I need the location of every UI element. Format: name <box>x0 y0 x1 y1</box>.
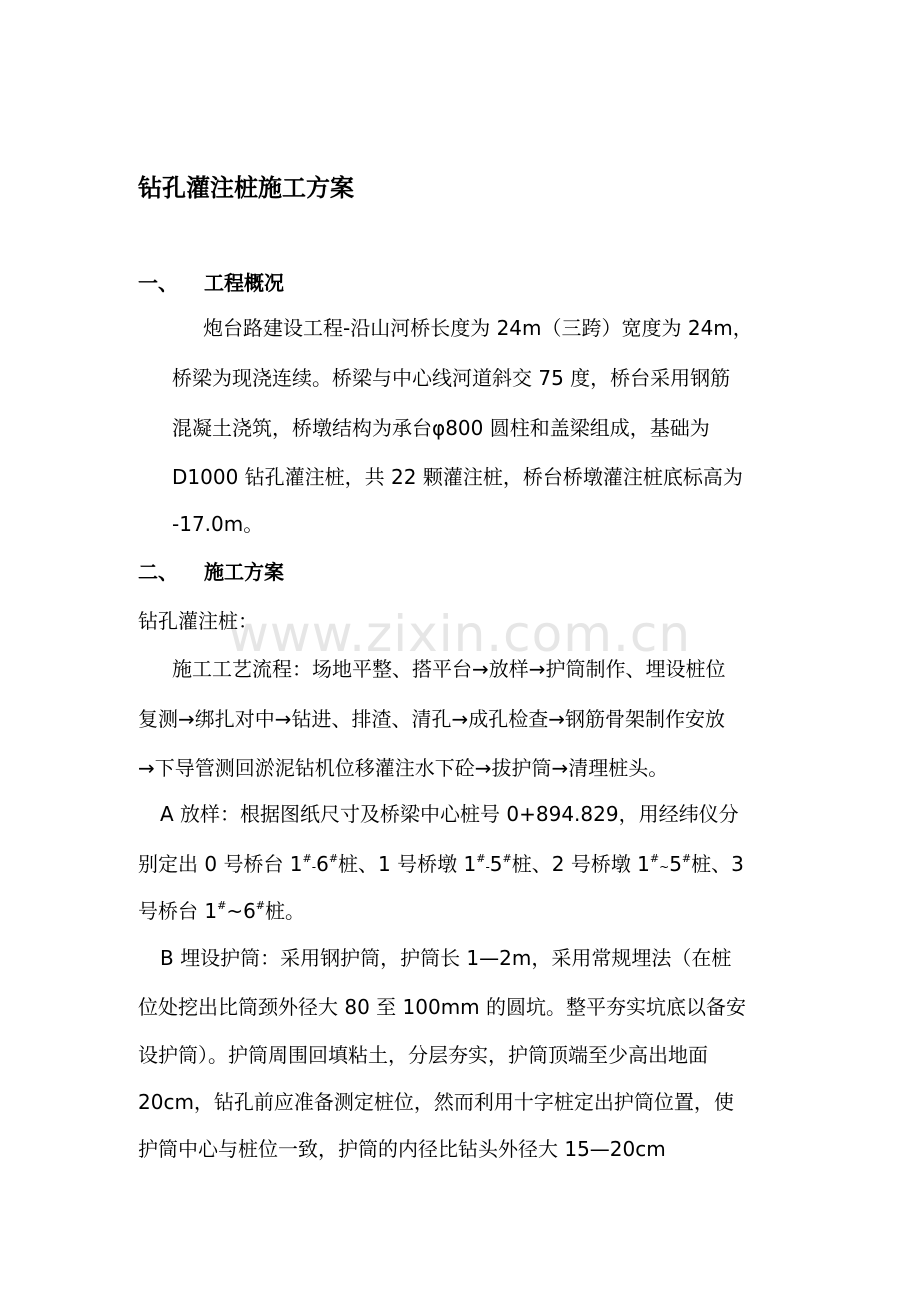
process-line: 施工工艺流程：场地平整、搭平台→放样→护筒制作、埋设桩位 <box>172 657 726 681</box>
text-run: ~ <box>659 860 670 874</box>
item-b-line: 位处挖出比筒颈外径大 80 至 100mm 的圆坑。整平夯实坑底以备安 <box>138 995 747 1019</box>
superscript: # <box>217 899 227 912</box>
text-run: - <box>485 860 490 874</box>
item-b-line: 设护筒）。护筒周围回填粘土，分层夯实，护筒顶端至少高出地面 <box>138 1043 708 1067</box>
section-1-title: 工程概况 <box>204 271 284 295</box>
text-run: 别定出 0 号桥台 1 <box>138 852 303 876</box>
text-run: 号桥台 1 <box>138 899 218 923</box>
document-title: 钻孔灌注桩施工方案 <box>138 174 354 202</box>
watermark: www.zixin.com.cn <box>228 605 692 663</box>
paragraph-line: 混凝土浇筑，桥墩结构为承台φ800 圆柱和盖梁组成，基础为 <box>172 416 710 440</box>
item-b-line: 20cm，钻孔前应准备测定桩位，然而利用十字桩定出护筒位置，使 <box>138 1090 734 1114</box>
paragraph-line: -17.0m。 <box>172 512 264 536</box>
paragraph-line: 炮台路建设工程-沿山河桥长度为 24m（三跨）宽度为 24m， <box>203 316 753 340</box>
superscript: # <box>476 852 486 865</box>
item-b-line: 护筒中心与桩位一致，护筒的内径比钻头外径大 15—20cm <box>138 1137 666 1161</box>
text-run: 桩、2 号桥墩 1 <box>511 852 650 876</box>
paragraph-line: D1000 钻孔灌注桩，共 22 颗灌注桩，桥台桥墩灌注桩底标高为 <box>172 465 743 489</box>
text-run: ~6 <box>226 899 256 923</box>
item-b-line: B 埋设护筒：采用钢护筒，护筒长 1—2m，采用常规埋法（在桩 <box>160 946 732 970</box>
text-run: - <box>311 860 317 874</box>
superscript: # <box>502 852 512 865</box>
item-a-line <box>138 896 305 926</box>
section-1-heading <box>138 268 284 298</box>
superscript: # <box>328 852 339 865</box>
text-run: 桩、1 号桥墩 1 <box>338 852 477 876</box>
text-run: 桩、3 <box>691 852 744 876</box>
superscript: # <box>649 852 660 865</box>
section-2-heading <box>138 557 284 587</box>
text-run: 桩。 <box>265 899 306 923</box>
process-line: →下导管测回淤泥钻机位移灌注水下砼→拔护筒→清理桩头。 <box>138 756 669 780</box>
section-1-number: 一、 <box>138 271 178 295</box>
item-a-line: A 放样：根据图纸尺寸及桥梁中心桩号 0+894.829，用经纬仪分 <box>160 802 739 826</box>
superscript: # <box>255 899 266 912</box>
text-run: 5 <box>489 852 503 876</box>
superscript: # <box>302 852 312 865</box>
item-a-line <box>138 849 744 882</box>
superscript: # <box>681 852 692 865</box>
paragraph-line: 桥梁为现浇连续。桥梁与中心线河道斜交 75 度，桥台采用钢筋 <box>172 366 731 390</box>
process-line: 复测→绑扎对中→钻进、排渣、清孔→成孔检查→钢筋骨架制作安放 <box>138 707 726 731</box>
text-run: 5 <box>669 852 682 876</box>
section-2-number: 二、 <box>138 560 178 584</box>
text-run: 6 <box>316 852 329 876</box>
section-2-title: 施工方案 <box>204 560 284 584</box>
subheading: 钻孔灌注桩： <box>138 609 258 633</box>
